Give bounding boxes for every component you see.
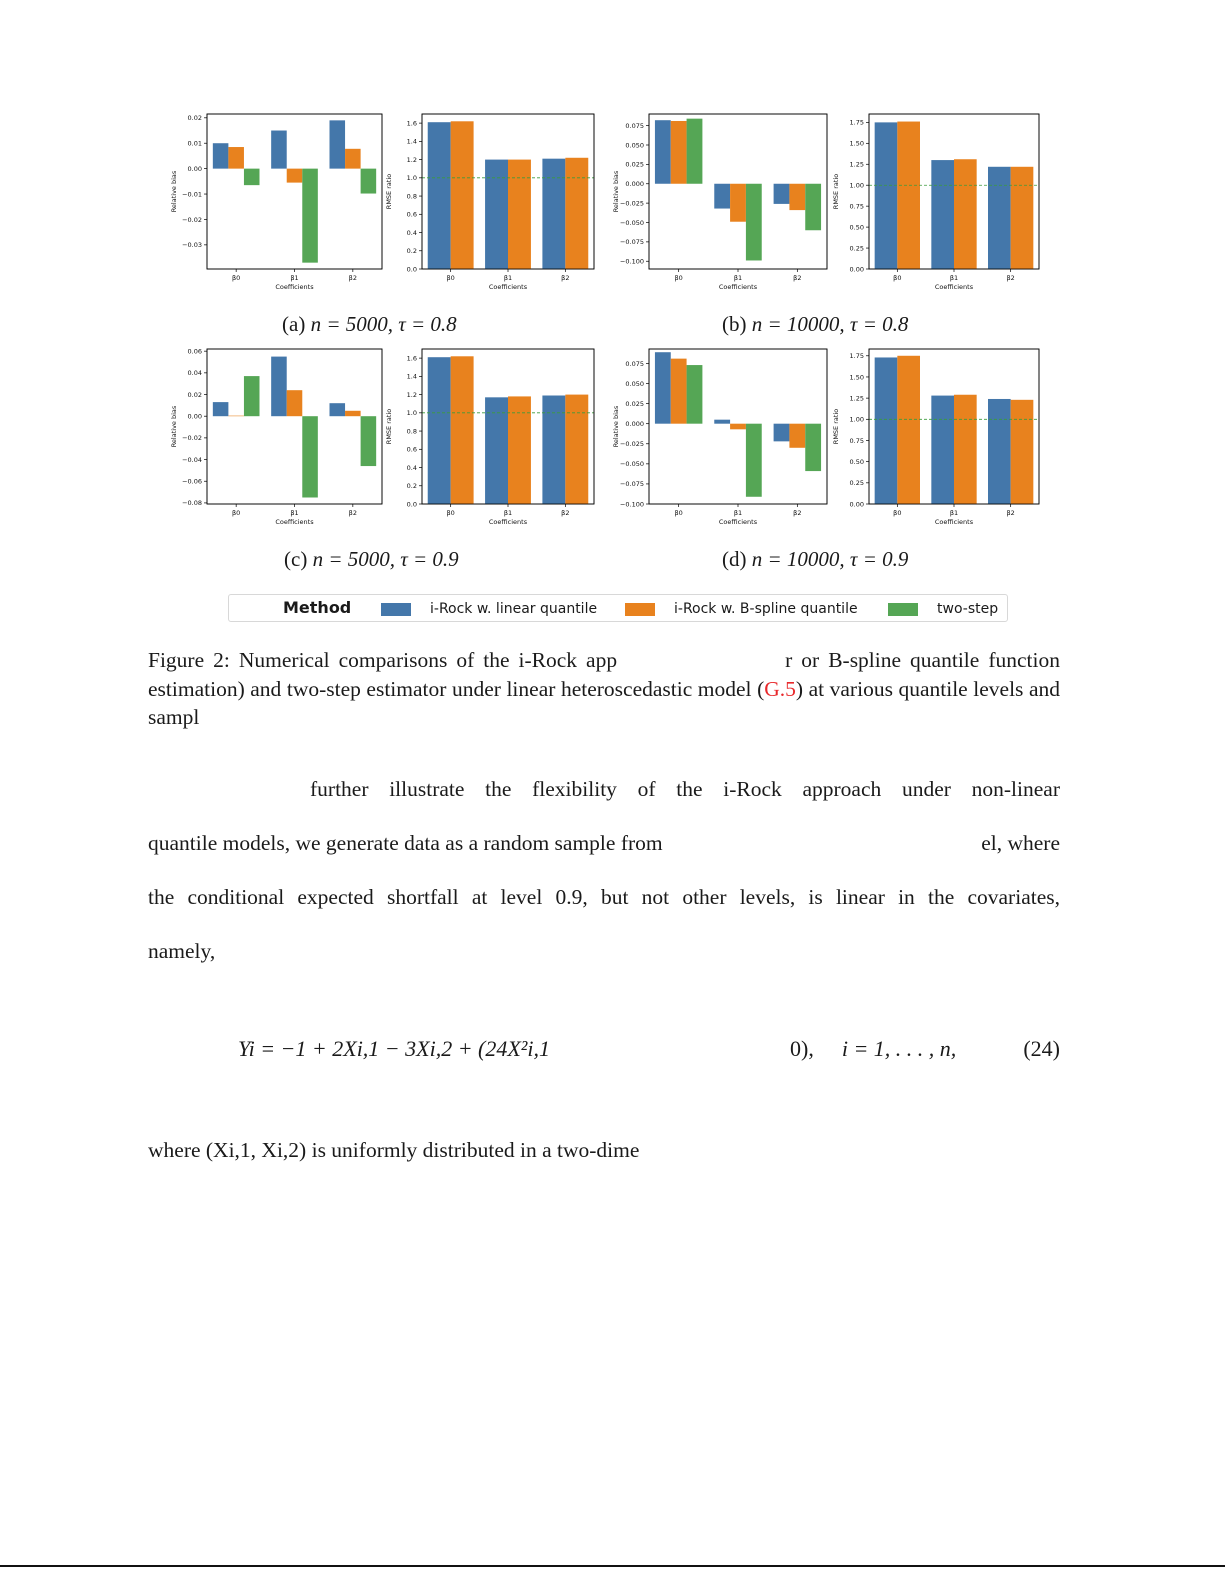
- b-rmse-ytick-label: 0.50: [849, 223, 864, 232]
- d-rmse-ytick-label: 1.25: [849, 394, 864, 403]
- b-rmse-xtick-label: β1: [949, 274, 959, 282]
- c-bias-ytick-label: 0.02: [187, 390, 202, 399]
- c-bias-bar: [228, 416, 244, 417]
- c-rmse-bar: [565, 395, 588, 504]
- equation-tail: 0), i = 1, . . . , n,: [790, 1036, 957, 1061]
- b-bias-plot: [612, 114, 827, 291]
- b-rmse-ytick-label: 1.00: [849, 181, 864, 190]
- legend: [228, 594, 1008, 622]
- figure-caption: Figure 2: Numerical comparisons of the i-Rock app r or B-spline quantile function estimation) and two-step estimator under linear heteroscedastic model (G.5) at various quantile levels and sampl: [148, 648, 1060, 729]
- c-rmse-ytick-label: 1.6: [406, 354, 417, 363]
- d-bias-ytick-label: 0.050: [625, 379, 644, 388]
- c-bias-xlabel: Coefficients: [275, 518, 314, 526]
- equation-number: (24): [1023, 1036, 1060, 1061]
- c-bias-bar: [302, 416, 318, 497]
- c-rmse-ytick-label: 1.0: [406, 409, 417, 418]
- a-bias-xtick-label: β0: [232, 274, 241, 282]
- paragraph-line-1: further illustrate the flexibility of the i-Rock approach under non-linear: [310, 777, 1060, 801]
- d-bias-ytick-label: −0.075: [619, 480, 644, 489]
- a-bias-ytick-label: −0.02: [182, 215, 202, 224]
- c-rmse-ytick-label: 0.4: [406, 463, 417, 472]
- b-bias-xlabel: Coefficients: [718, 283, 758, 291]
- d-rmse-xtick-label: β1: [949, 509, 959, 517]
- a-rmse-plot: [385, 114, 594, 291]
- d-bias-bar: [805, 424, 821, 471]
- a-rmse-ytick-label: 1.2: [406, 155, 417, 164]
- b-bias-bar: [655, 120, 671, 184]
- c-bias-bar: [244, 376, 260, 416]
- legend-swatch-bspline: [625, 603, 655, 616]
- b-bias-xtick-label: β0: [674, 274, 683, 282]
- panel-c-bias: [170, 345, 385, 534]
- subcaption-a: (a) n = 5000, τ = 0.8: [282, 312, 457, 336]
- c-rmse-xtick-label: β1: [503, 509, 513, 517]
- a-rmse-xtick-label: β2: [561, 274, 570, 282]
- b-bias-bar: [687, 119, 703, 184]
- a-rmse-ytick-label: 0.8: [406, 192, 417, 201]
- c-rmse-xtick-label: β2: [561, 509, 570, 517]
- b-bias-ytick-label: −0.050: [619, 218, 644, 227]
- a-bias-bar: [345, 149, 361, 169]
- d-rmse-ytick-label: 0.00: [849, 500, 864, 509]
- legend-item-twostep: two-step: [888, 601, 998, 617]
- c-bias-ytick-label: 0.04: [187, 369, 202, 378]
- d-bias-bar: [774, 424, 790, 442]
- d-bias-ytick-label: 0.075: [625, 359, 644, 368]
- d-rmse-xlabel: Coefficients: [934, 518, 974, 526]
- legend-swatch-linear: [381, 603, 411, 616]
- b-bias-bar: [789, 184, 805, 210]
- c-rmse-ytick-label: 0.0: [406, 500, 417, 509]
- c-bias-bar: [271, 357, 287, 417]
- d-bias-bar: [746, 424, 762, 497]
- a-bias-bar: [271, 131, 287, 169]
- d-bias-ylabel: Relative bias: [612, 405, 620, 448]
- b-bias-ytick-label: −0.025: [619, 199, 644, 208]
- legend-title: Method: [283, 598, 352, 617]
- b-bias-xtick-label: β1: [733, 274, 743, 282]
- a-rmse-ytick-label: 0.4: [406, 228, 417, 237]
- d-bias-ytick-label: 0.025: [625, 399, 644, 408]
- a-rmse-bar: [565, 158, 588, 269]
- c-bias-ytick-label: 0.06: [187, 347, 202, 356]
- a-rmse-xlabel: Coefficients: [488, 283, 528, 291]
- a-bias-ylabel: Relative bias: [170, 170, 178, 213]
- b-bias-bar: [805, 184, 821, 231]
- c-bias-xtick-label: β2: [348, 509, 357, 517]
- a-bias-bar: [228, 147, 244, 169]
- d-bias-xlabel: Coefficients: [718, 518, 758, 526]
- a-bias-bar: [302, 169, 318, 263]
- b-rmse-ytick-label: 1.25: [849, 160, 864, 169]
- b-bias-ytick-label: −0.075: [619, 238, 644, 247]
- d-rmse-ylabel: RMSE ratio: [832, 408, 840, 445]
- d-rmse-ytick-label: 1.50: [849, 373, 864, 382]
- d-rmse-bar: [1011, 400, 1034, 504]
- b-rmse-ytick-label: 0.00: [849, 265, 864, 274]
- d-rmse-bar: [988, 399, 1011, 504]
- c-rmse-ytick-label: 0.8: [406, 427, 417, 436]
- a-bias-ytick-label: 0.00: [187, 164, 202, 173]
- paragraph-after-equation: where (Xi,1, Xi,2) is uniformly distributed in a two-dime: [148, 1138, 640, 1162]
- legend-swatch-twostep: [888, 603, 918, 616]
- a-rmse-ytick-label: 0.2: [406, 247, 417, 256]
- b-rmse-bar: [988, 167, 1011, 269]
- a-bias-frame: [207, 114, 382, 269]
- d-rmse-bar: [954, 395, 977, 504]
- b-bias-ytick-label: 0.050: [625, 141, 644, 150]
- d-rmse-bar: [875, 357, 898, 504]
- a-rmse-ytick-label: 1.0: [406, 174, 417, 183]
- a-rmse-xtick-label: β1: [503, 274, 513, 282]
- d-rmse-ytick-label: 0.75: [849, 436, 864, 445]
- b-bias-bar: [774, 184, 790, 204]
- b-rmse-plot: [832, 114, 1039, 291]
- b-rmse-bar: [897, 122, 920, 269]
- paragraph-line-3: the conditional expected shortfall at level 0.9, but not other levels, is linear in the covariates,: [148, 885, 1060, 909]
- panel-d-rmse: [832, 345, 1042, 534]
- a-bias-xtick-label: β2: [348, 274, 357, 282]
- b-bias-bar: [730, 184, 746, 222]
- subcaption-d: (d) n = 10000, τ = 0.9: [722, 547, 909, 571]
- a-bias-xtick-label: β1: [290, 274, 299, 282]
- c-bias-plot: [170, 347, 382, 526]
- b-rmse-ytick-label: 1.50: [849, 139, 864, 148]
- panel-b-rmse: [832, 110, 1042, 299]
- caption-ref-link[interactable]: G.5: [764, 676, 796, 701]
- panel-a-bias: [170, 110, 385, 299]
- c-bias-xtick-label: β1: [290, 509, 299, 517]
- a-bias-bar: [330, 120, 346, 168]
- d-bias-plot: [612, 349, 827, 526]
- paragraph-line-2: quantile models, we generate data as a random sample from el, where: [148, 831, 1060, 855]
- b-bias-bar: [671, 121, 687, 184]
- c-rmse-bar: [485, 397, 508, 504]
- d-bias-ytick-label: −0.050: [619, 460, 644, 469]
- a-rmse-ytick-label: 0.0: [406, 265, 417, 274]
- paragraph-line-4: namely,: [148, 939, 216, 963]
- b-bias-ytick-label: 0.025: [625, 160, 644, 169]
- panel-b-bias: [612, 110, 830, 299]
- c-rmse-ytick-label: 1.2: [406, 390, 417, 399]
- subcaption-c: (c) n = 5000, τ = 0.9: [284, 547, 459, 571]
- a-rmse-bar: [542, 159, 565, 269]
- c-bias-bar: [213, 402, 229, 416]
- d-rmse-xtick-label: β2: [1006, 509, 1015, 517]
- d-bias-bar: [671, 359, 687, 424]
- a-bias-bar: [361, 169, 377, 194]
- a-bias-ytick-label: −0.03: [182, 241, 202, 250]
- c-rmse-bar: [428, 357, 451, 504]
- a-bias-bar: [213, 143, 229, 168]
- d-bias-ytick-label: 0.000: [625, 419, 644, 428]
- d-bias-xtick-label: β1: [733, 509, 743, 517]
- a-bias-plot: [170, 114, 382, 291]
- c-rmse-xtick-label: β0: [446, 509, 455, 517]
- d-rmse-bar: [931, 396, 954, 504]
- c-rmse-ytick-label: 1.4: [406, 372, 417, 381]
- page-bottom-rule: [0, 1565, 1225, 1567]
- d-rmse-ytick-label: 0.25: [849, 479, 864, 488]
- c-bias-ytick-label: −0.04: [182, 455, 202, 464]
- a-bias-ytick-label: 0.01: [187, 139, 202, 148]
- c-bias-xtick-label: β0: [232, 509, 241, 517]
- c-bias-ytick-label: −0.08: [182, 499, 202, 508]
- c-rmse-ylabel: RMSE ratio: [385, 408, 393, 445]
- c-bias-bar: [361, 416, 377, 466]
- d-bias-ytick-label: −0.100: [619, 500, 644, 509]
- a-bias-xlabel: Coefficients: [275, 283, 314, 291]
- a-rmse-bar: [451, 121, 474, 269]
- b-rmse-ylabel: RMSE ratio: [832, 173, 840, 210]
- panel-c-rmse: [385, 345, 597, 534]
- c-rmse-bar: [451, 356, 474, 504]
- c-bias-bar: [330, 403, 346, 416]
- c-bias-ylabel: Relative bias: [170, 405, 178, 448]
- c-bias-bar: [345, 411, 361, 416]
- c-bias-ytick-label: −0.06: [182, 477, 202, 486]
- a-rmse-ytick-label: 0.6: [406, 210, 417, 219]
- d-bias-bar: [789, 424, 805, 448]
- a-rmse-ytick-label: 1.6: [406, 119, 417, 128]
- d-bias-ytick-label: −0.025: [619, 440, 644, 449]
- a-bias-bar: [244, 169, 260, 186]
- c-rmse-bar: [542, 396, 565, 505]
- d-rmse-ytick-label: 0.50: [849, 457, 864, 466]
- a-rmse-bar: [428, 122, 451, 269]
- d-bias-bar: [714, 420, 730, 424]
- a-rmse-ytick-label: 1.4: [406, 137, 417, 146]
- a-rmse-xtick-label: β0: [446, 274, 455, 282]
- b-bias-bar: [746, 184, 762, 261]
- d-bias-bar: [687, 365, 703, 424]
- d-bias-bar: [655, 352, 671, 423]
- b-bias-ylabel: Relative bias: [612, 170, 620, 213]
- c-bias-ytick-label: −0.02: [182, 434, 202, 443]
- c-bias-bar: [287, 390, 303, 416]
- d-bias-xtick-label: β0: [674, 509, 683, 517]
- b-bias-ytick-label: −0.100: [619, 257, 644, 266]
- legend-item-linear: i-Rock w. linear quantile: [381, 601, 597, 617]
- b-rmse-bar: [931, 160, 954, 269]
- a-bias-bar: [287, 169, 303, 183]
- panel-a-rmse: [385, 110, 597, 299]
- a-bias-ytick-label: −0.01: [182, 190, 202, 199]
- d-rmse-ytick-label: 1.00: [849, 415, 864, 424]
- panel-d-bias: [612, 345, 830, 534]
- equation-lhs: Yi = −1 + 2Xi,1 − 3Xi,2 + (24X²i,1: [238, 1036, 551, 1061]
- a-rmse-bar: [485, 160, 508, 269]
- b-bias-bar: [714, 184, 730, 209]
- b-rmse-ytick-label: 1.75: [849, 118, 864, 127]
- b-rmse-xtick-label: β2: [1006, 274, 1015, 282]
- b-rmse-bar: [1011, 167, 1034, 269]
- b-rmse-bar: [875, 122, 898, 269]
- d-rmse-xtick-label: β0: [893, 509, 902, 517]
- b-bias-ytick-label: 0.075: [625, 121, 644, 130]
- subcaption-b: (b) n = 10000, τ = 0.8: [722, 312, 909, 336]
- c-rmse-ytick-label: 0.2: [406, 482, 417, 491]
- a-bias-ytick-label: 0.02: [187, 114, 202, 123]
- d-rmse-plot: [832, 349, 1039, 526]
- b-bias-ytick-label: 0.000: [625, 180, 644, 189]
- b-bias-xtick-label: β2: [793, 274, 802, 282]
- c-rmse-ytick-label: 0.6: [406, 445, 417, 454]
- d-bias-bar: [730, 424, 746, 430]
- legend-item-bspline: i-Rock w. B-spline quantile: [625, 601, 858, 617]
- d-bias-xtick-label: β2: [793, 509, 802, 517]
- b-rmse-ytick-label: 0.25: [849, 244, 864, 253]
- b-rmse-ytick-label: 0.75: [849, 202, 864, 211]
- a-rmse-ylabel: RMSE ratio: [385, 173, 393, 210]
- b-rmse-xtick-label: β0: [893, 274, 902, 282]
- d-rmse-bar: [897, 356, 920, 504]
- c-rmse-plot: [385, 349, 594, 526]
- c-rmse-xlabel: Coefficients: [488, 518, 528, 526]
- c-bias-frame: [207, 349, 382, 504]
- a-rmse-bar: [508, 160, 531, 269]
- c-bias-ytick-label: 0.00: [187, 412, 202, 421]
- d-rmse-ytick-label: 1.75: [849, 352, 864, 361]
- b-rmse-xlabel: Coefficients: [934, 283, 974, 291]
- b-rmse-bar: [954, 159, 977, 269]
